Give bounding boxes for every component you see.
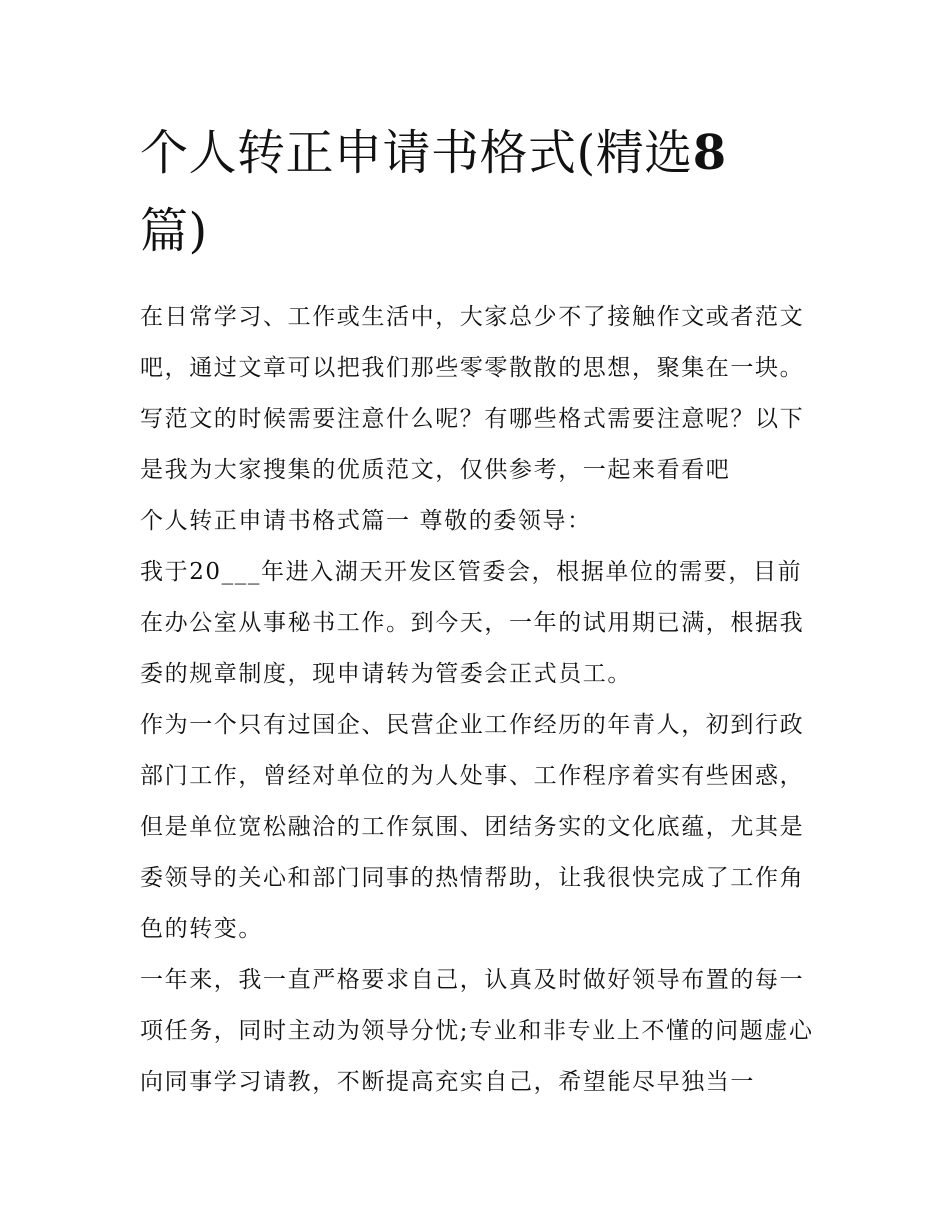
title-number: 8 bbox=[692, 125, 727, 181]
paragraph-3: 一年来，我一直严格要求自己，认真及时做好领导布置的每一项任务，同时主动为领导分忧;专业和非专业上不懂的问题虚心向同事学习请教，不断提高充实自己，希望能尽早独当一 bbox=[140, 967, 814, 1095]
document-content bbox=[140, 114, 820, 1108]
paragraph-salutation: 个人转正申请书格式篇一 尊敬的委领导： bbox=[140, 508, 592, 534]
document-body bbox=[140, 292, 820, 1108]
title-main: 个人转正申请书格式(精选 bbox=[140, 125, 693, 181]
paragraph-1: 我于20___年进入湖天开发区管委会，根据单位的需要，目前在办公室从事秘书工作。到今天，一年的试用期已满，根据我委的规章制度，现申请转为管委会正式员工。 bbox=[140, 559, 805, 687]
document-title bbox=[140, 114, 820, 270]
paragraph-intro: 在日常学习、工作或生活中，大家总少不了接触作文或者范文吧，通过文章可以把我们那些零零散散的思想，聚集在一块。写范文的时候需要注意什么呢？有哪些格式需要注意呢？以下是我为大家搜集的优质范文，仅供参考，一起来看看吧 bbox=[140, 304, 805, 483]
paragraph-2: 作为一个只有过国企、民营企业工作经历的年青人，初到行政部门工作，曾经对单位的为人处事、工作程序着实有些困惑，但是单位宽松融洽的工作氛围、团结务实的文化底蕴，尤其是委领导的关心和部门同事的热情帮助，让我很快完成了工作角色的转变。 bbox=[140, 712, 805, 942]
title-end: 篇) bbox=[140, 203, 208, 259]
